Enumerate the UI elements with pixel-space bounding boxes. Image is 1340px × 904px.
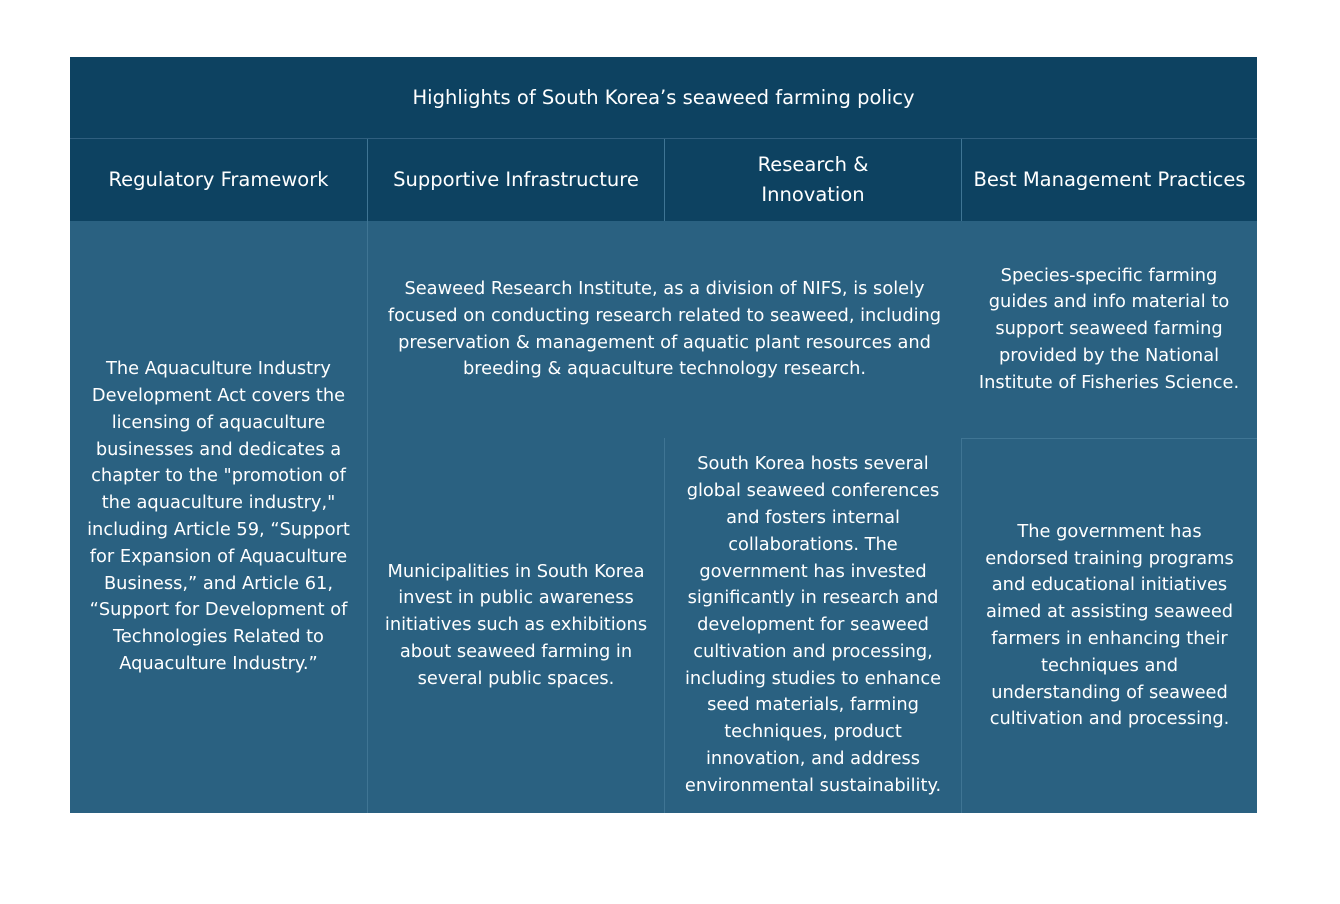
cell-seaweed-research-institute	[367, 221, 961, 438]
cell-research-institute-text: Seaweed Research Institute, as a division of NIFS, is solely focused on conducting research related to seaweed, including preservation & management of aquatic plant resources and breeding & aquaculture technology research.	[387, 277, 942, 380]
header-regulatory-framework: Regulatory Framework	[70, 139, 367, 221]
cell-research-innovation	[664, 438, 961, 813]
header-research-innovation	[664, 139, 961, 221]
header-best-management-practices: Best Management Practices	[961, 139, 1257, 221]
cell-bmp-guides-text: Species-specific farming guides and info material to support seaweed farming provided by the National Institute of Fisheries Science.	[978, 264, 1240, 393]
cell-regulatory-framework	[70, 221, 367, 813]
table-title: Highlights of South Korea’s seaweed farming policy	[70, 57, 1257, 139]
cell-best-practices-guides	[961, 221, 1257, 438]
cell-research-innovation-text: South Korea hosts several global seaweed conferences and fosters internal collaborations. The government has invested significantly in research and development for seaweed cultivation and processing, including studies to enhance seed materials, farming techniques, product innovation, and address environmental sustainability.	[684, 453, 942, 796]
header-research-innovation-label: Research & Innovation	[757, 153, 869, 206]
policy-table	[70, 57, 1257, 813]
header-supportive-infrastructure: Supportive Infrastructure	[367, 139, 664, 221]
cell-municipalities-text: Municipalities in South Korea invest in public awareness initiatives such as exhibitions about seaweed farming in several public spaces.	[384, 560, 648, 689]
cell-bmp-training-text: The government has endorsed training programs and educational initiatives aimed at assisting seaweed farmers in enhancing their techniques and understanding of seaweed cultivation and processing.	[985, 520, 1234, 730]
cell-regulatory-text: The Aquaculture Industry Development Act covers the licensing of aquaculture businesses and dedicates a chapter to the "promotion of the aquaculture industry," including Article 59, “Support for Expansion of Aquaculture Business,” and Article 61, “Support for Development of Technologies Related to Aquaculture Industry.”	[87, 358, 350, 674]
cell-best-practices-training	[961, 438, 1257, 813]
cell-municipalities	[367, 438, 664, 813]
